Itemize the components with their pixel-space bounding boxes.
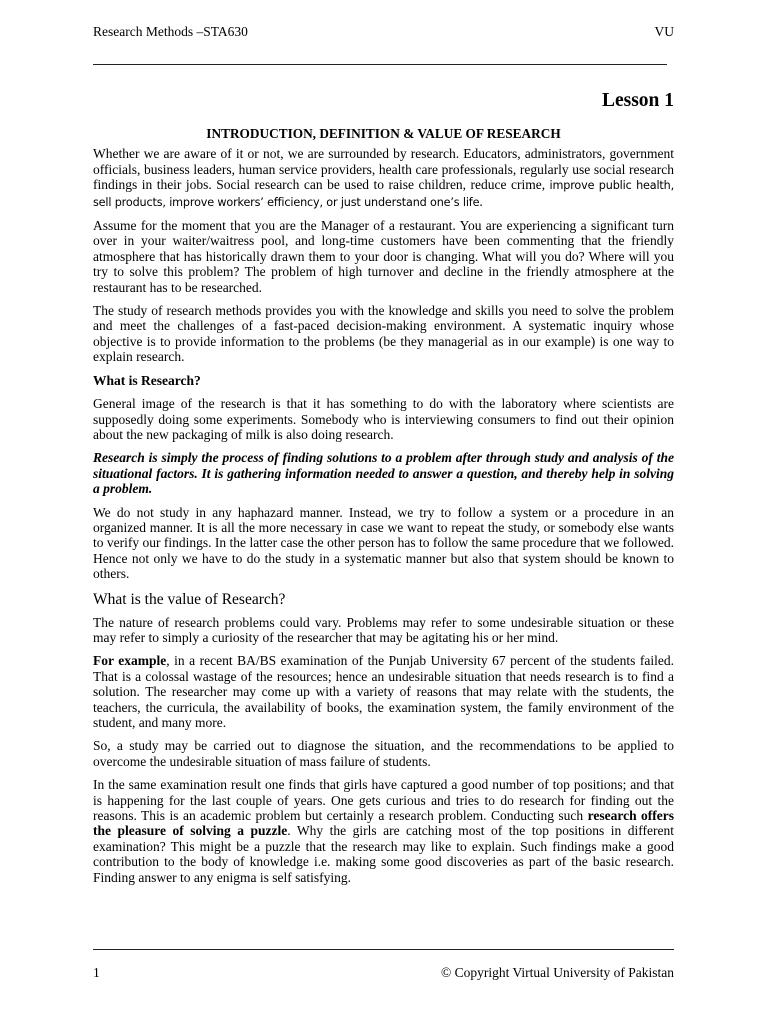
paragraph-diagnose: So, a study may be carried out to diagnose the situation, and the recommendations to be applied to overcome the undesirable situation of mass failure of students. (93, 738, 674, 769)
page-title: INTRODUCTION, DEFINITION & VALUE OF RESEARCH (206, 126, 561, 141)
intro-text: Whether we are aware of it or not, we are surrounded by research. Educators, administrators, government officials, business leaders, human service providers, health care professionals, regularly use social research findings in their jobs. Social research can be used to raise children, reduce crime, (93, 146, 674, 193)
page-number: 1 (93, 965, 100, 980)
intro-sans-text: improve public health, sell products, improve workers’ efficiency, or just understand one’s life (93, 179, 674, 209)
paragraph-example (93, 653, 674, 730)
paragraph-girls (93, 777, 674, 885)
paragraph-intro (93, 146, 674, 210)
paragraph-general-image: General image of the research is that it has something to do with the laboratory where scientists are supposedly doing some experiments. Somebody who is interviewing consumers to find out their opinion about the new packaging of milk is also doing research. (93, 396, 674, 442)
paragraph-nature: The nature of research problems could vary. Problems may refer to some undesirable situation or these may refer to simply a curiosity of the researcher that may be agitating his or her mind. (93, 614, 674, 645)
course-title: Research Methods –STA630 (93, 24, 248, 39)
footer-divider (93, 949, 674, 950)
copyright-notice: © Copyright Virtual University of Pakistan (440, 965, 674, 980)
example-rest: , in a recent BA/BS examination of the Punjab University 67 percent of the students failed. That is a colossal wastage of the resources; hence an undesirable situation that needs research is to find a solution. The researcher may come up with a variety of reasons that may relate with the students, the teachers, the curricula, the availability of books, the examination system, the family environment of the student, and many more. (93, 653, 675, 730)
page-header (93, 24, 674, 40)
paragraph-haphazard: We do not study in any haphazard manner. Instead, we try to follow a system or a procedure in an organized manner. It is all the more necessary in case we want to repeat the study, or somebody else wants to verify our findings. In the latter case the other person has to follow the same procedure that we followed. Hence not only we have to do the study in a systematic manner but also that system should be known to others. (93, 504, 674, 582)
girls-bold: research offers the pleasure of solving a puzzle (93, 808, 674, 839)
lesson-label: Lesson 1 (601, 90, 674, 111)
document-page (93, 0, 674, 1024)
girls-part2: . Why the girls are catching most of the top positions in different examination? This might be a puzzle that the research may like to explain. Such findings make a good contribution to the body of knowledge i.e. making some good discoveries as part of the basic research. Finding answer to any enigma is self satisfying. (93, 823, 674, 885)
document-body (93, 126, 674, 893)
heading-value-of-research: What is the value of Research? (93, 590, 286, 608)
page-footer (93, 965, 674, 981)
heading-what-is-research: What is Research? (93, 372, 201, 388)
girls-part1: In the same examination result one finds that girls have captured a good number of top positions; and that is happening for the last couple of years. One gets curious and tries to do research for finding out the reasons. This is an academic problem but certainly a research problem. Conducting such (93, 777, 674, 824)
header-divider (93, 64, 667, 65)
example-lead: For example (93, 653, 167, 669)
intro-end: . (479, 193, 483, 209)
paragraph-definition: Research is simply the process of finding solutions to a problem after through study and analysis of the situational factors. It is gathering information needed to answer a question, and thereby help in solving a problem. (93, 450, 674, 497)
paragraph-study: The study of research methods provides you with the knowledge and skills you need to solve the problem and meet the challenges of a fast-paced decision-making environment. A systematic inquiry whose objective is to provide information to the problems (be they managerial as in our example) is one way to explain research. (93, 303, 674, 365)
institution-abbrev: VU (654, 24, 674, 39)
paragraph-restaurant: Assume for the moment that you are the Manager of a restaurant. You are experiencing a significant turn over in your waiter/waitress pool, and long-time customers have been commenting that the friendly atmosphere that has historically drawn them to your door is changing. What will you do? Where will you try to solve this problem? The problem of high turnover and decline in the friendly atmosphere at the restaurant has to be researched. (93, 218, 674, 295)
